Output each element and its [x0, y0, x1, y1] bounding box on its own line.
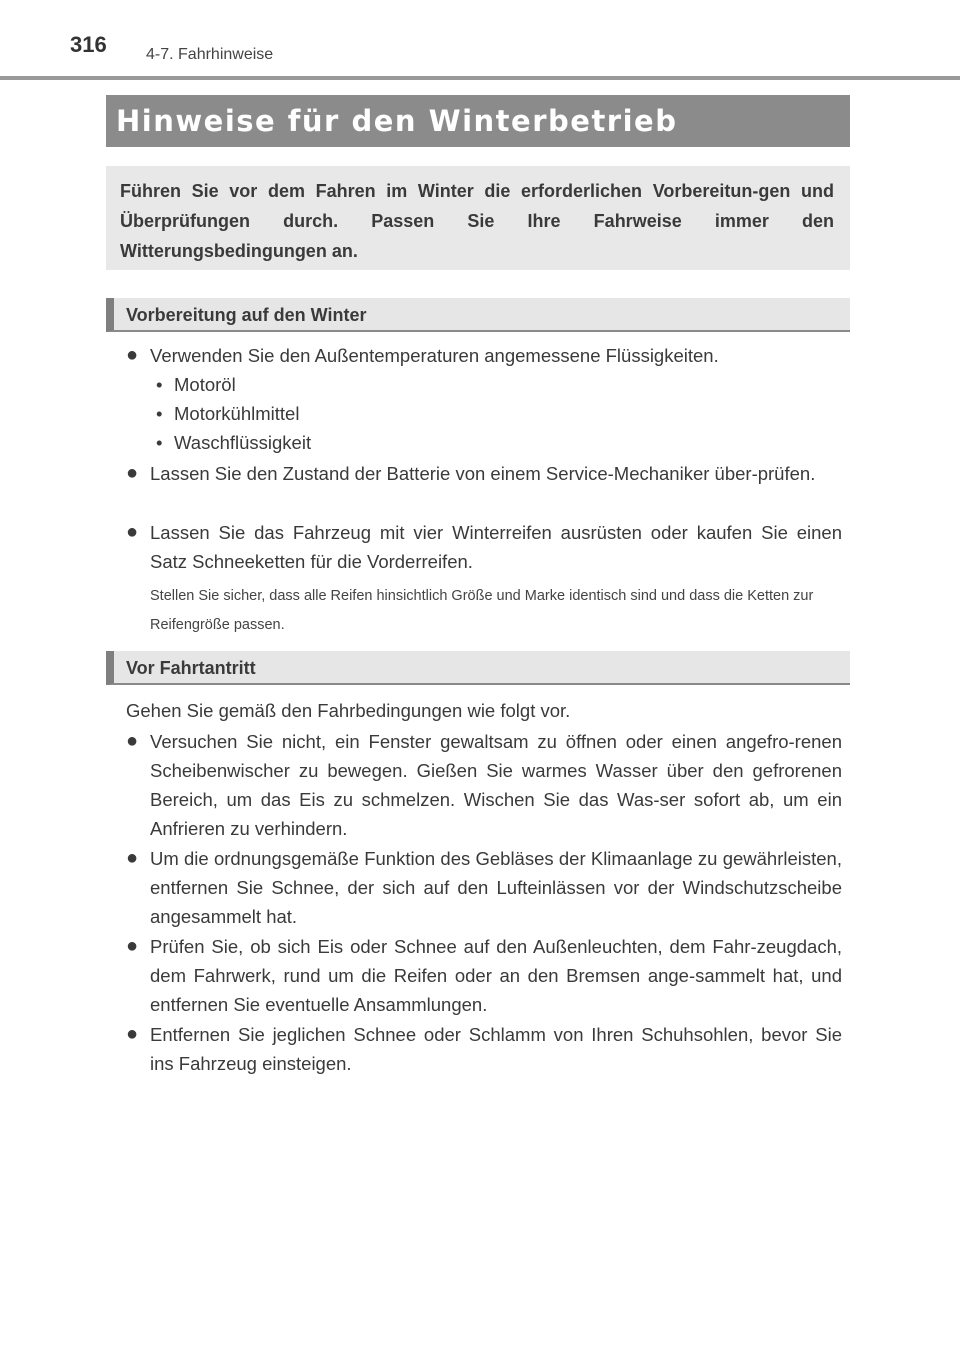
list-item: [126, 341, 842, 370]
page-title: Hinweise für den Winterbetrieb: [106, 95, 850, 147]
sub-bullet-icon: •: [156, 374, 163, 395]
bullet-icon: ●: [126, 521, 139, 543]
list-item-text: Lassen Sie den Zustand der Batterie von einem Service-Mechaniker über-prüfen.: [150, 463, 816, 484]
sub-bullet-icon: •: [156, 432, 163, 453]
section-heading-before-driving: Vor Fahrtantritt: [106, 651, 850, 685]
page-number: 316: [70, 32, 107, 57]
section-intro-text: Gehen Sie gemäß den Fahrbedingungen wie folgt vor.: [126, 700, 571, 721]
list-item-text: Entfernen Sie jeglichen Schnee oder Schlamm von Ihren Schuhsohlen, bevor Sie ins Fahrzeug einsteigen.: [150, 1024, 842, 1074]
sub-list-item-text: Motoröl: [174, 374, 236, 395]
sub-list-item: [156, 370, 236, 399]
list-item: [126, 844, 842, 931]
sub-list-item: [156, 399, 299, 428]
list-item-text: Verwenden Sie den Außentemperaturen angemessene Flüssigkeiten.: [150, 345, 719, 366]
sub-list-item-text: Waschflüssigkeit: [174, 432, 312, 453]
tire-note: Stellen Sie sicher, dass alle Reifen hinsichtlich Größe und Marke identisch sind und dass die Ketten zur Reifengröße passen.: [150, 588, 814, 633]
list-item: [126, 518, 842, 576]
intro-box: Führen Sie vor dem Fahren im Winter die erforderlichen Vorbereitun-gen und Überprüfungen durch. Passen Sie Ihre Fahrweise immer den Witterungsbedingungen an.: [106, 166, 850, 270]
section-heading-winter-prep: Vorbereitung auf den Winter: [106, 298, 850, 332]
page-header: [0, 0, 960, 80]
sub-list-item: [156, 428, 311, 457]
bullet-icon: ●: [126, 847, 139, 869]
list-item: [126, 459, 842, 488]
header-divider: [0, 76, 960, 80]
bullet-icon: ●: [126, 1023, 139, 1045]
sub-bullet-icon: •: [156, 403, 163, 424]
bullet-icon: ●: [126, 344, 139, 366]
bullet-icon: ●: [126, 462, 139, 484]
list-item: [126, 727, 842, 843]
sub-list-item-text: Motorkühlmittel: [174, 403, 300, 424]
list-item: [126, 932, 842, 1019]
list-item-text: Um die ordnungsgemäße Funktion des Gebläses der Klimaanlage zu gewährleisten, entfernen Sie Schnee, der sich auf den Lufteinlässen vor der Windschutzscheibe angesammelt hat.: [150, 848, 842, 927]
list-item-text: Versuchen Sie nicht, ein Fenster gewaltsam zu öffnen oder einen angefro-renen Scheibenwischer zu bewegen. Gießen Sie warmes Wasser über den gefrorenen Bereich, um das Eis zu schmelzen. Wischen Sie das Was-ser sofort ab, um ein Anfrieren zu verhindern.: [150, 731, 842, 839]
bullet-icon: ●: [126, 730, 139, 752]
list-item: [126, 1020, 842, 1078]
section-label: 4-7. Fahrhinweise: [146, 46, 274, 63]
list-item-text: Prüfen Sie, ob sich Eis oder Schnee auf den Außenleuchten, dem Fahr-zeugdach, dem Fahrwerk, rund um die Reifen oder an den Bremsen ange-sammelt hat, und entfernen Sie eventuelle Ansammlungen.: [150, 936, 842, 1015]
bullet-icon: ●: [126, 935, 139, 957]
list-item-text: Lassen Sie das Fahrzeug mit vier Winterreifen ausrüsten oder kaufen Sie einen Satz Schneeketten für die Vorderreifen.: [150, 522, 842, 572]
